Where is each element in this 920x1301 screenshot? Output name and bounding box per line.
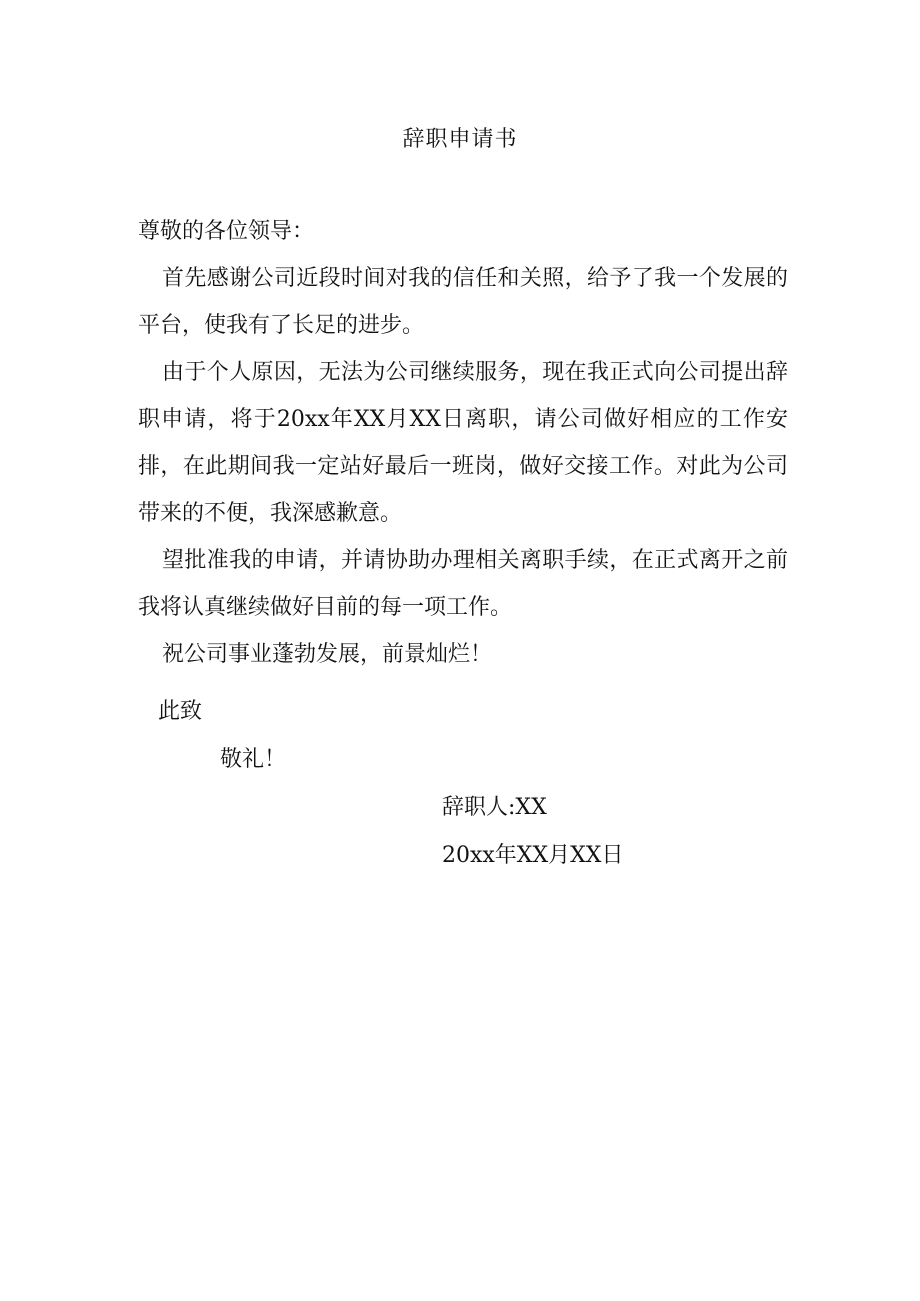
paragraph-thanks (138, 255, 788, 349)
paragraph-request (138, 537, 788, 631)
closing-cizhi: 此致 (158, 699, 203, 724)
paragraph-wishes (138, 631, 788, 678)
signature-date: 20xx年XX月XX日 (442, 843, 624, 868)
paragraph-text: 望批准我的申请，并请协助办理相关离职手续，在正式离开之前我将认真继续做好目前的每一项工作。 (138, 548, 788, 620)
document-title: 辞职申请书 (402, 127, 518, 152)
paragraph-text: 首先感谢公司近段时间对我的信任和关照，给予了我一个发展的平台，使我有了长足的进步。 (138, 266, 788, 338)
closing-jingli: 敬礼！ (220, 747, 287, 772)
paragraph-reason (138, 349, 788, 537)
salutation: 尊敬的各位领导： (138, 219, 315, 244)
paragraph-text: 祝公司事业蓬勃发展，前景灿烂！ (162, 642, 493, 667)
paragraph-text: 由于个人原因，无法为公司继续服务，现在我正式向公司提出辞职申请，将于20xx年XX月XX日离职，请公司做好相应的工作安排，在此期间我一定站好最后一班岗，做好交接工作。对此为公司带来的不便，我深感歉意。 (138, 360, 788, 526)
signature-name: 辞职人:XX (442, 795, 547, 820)
